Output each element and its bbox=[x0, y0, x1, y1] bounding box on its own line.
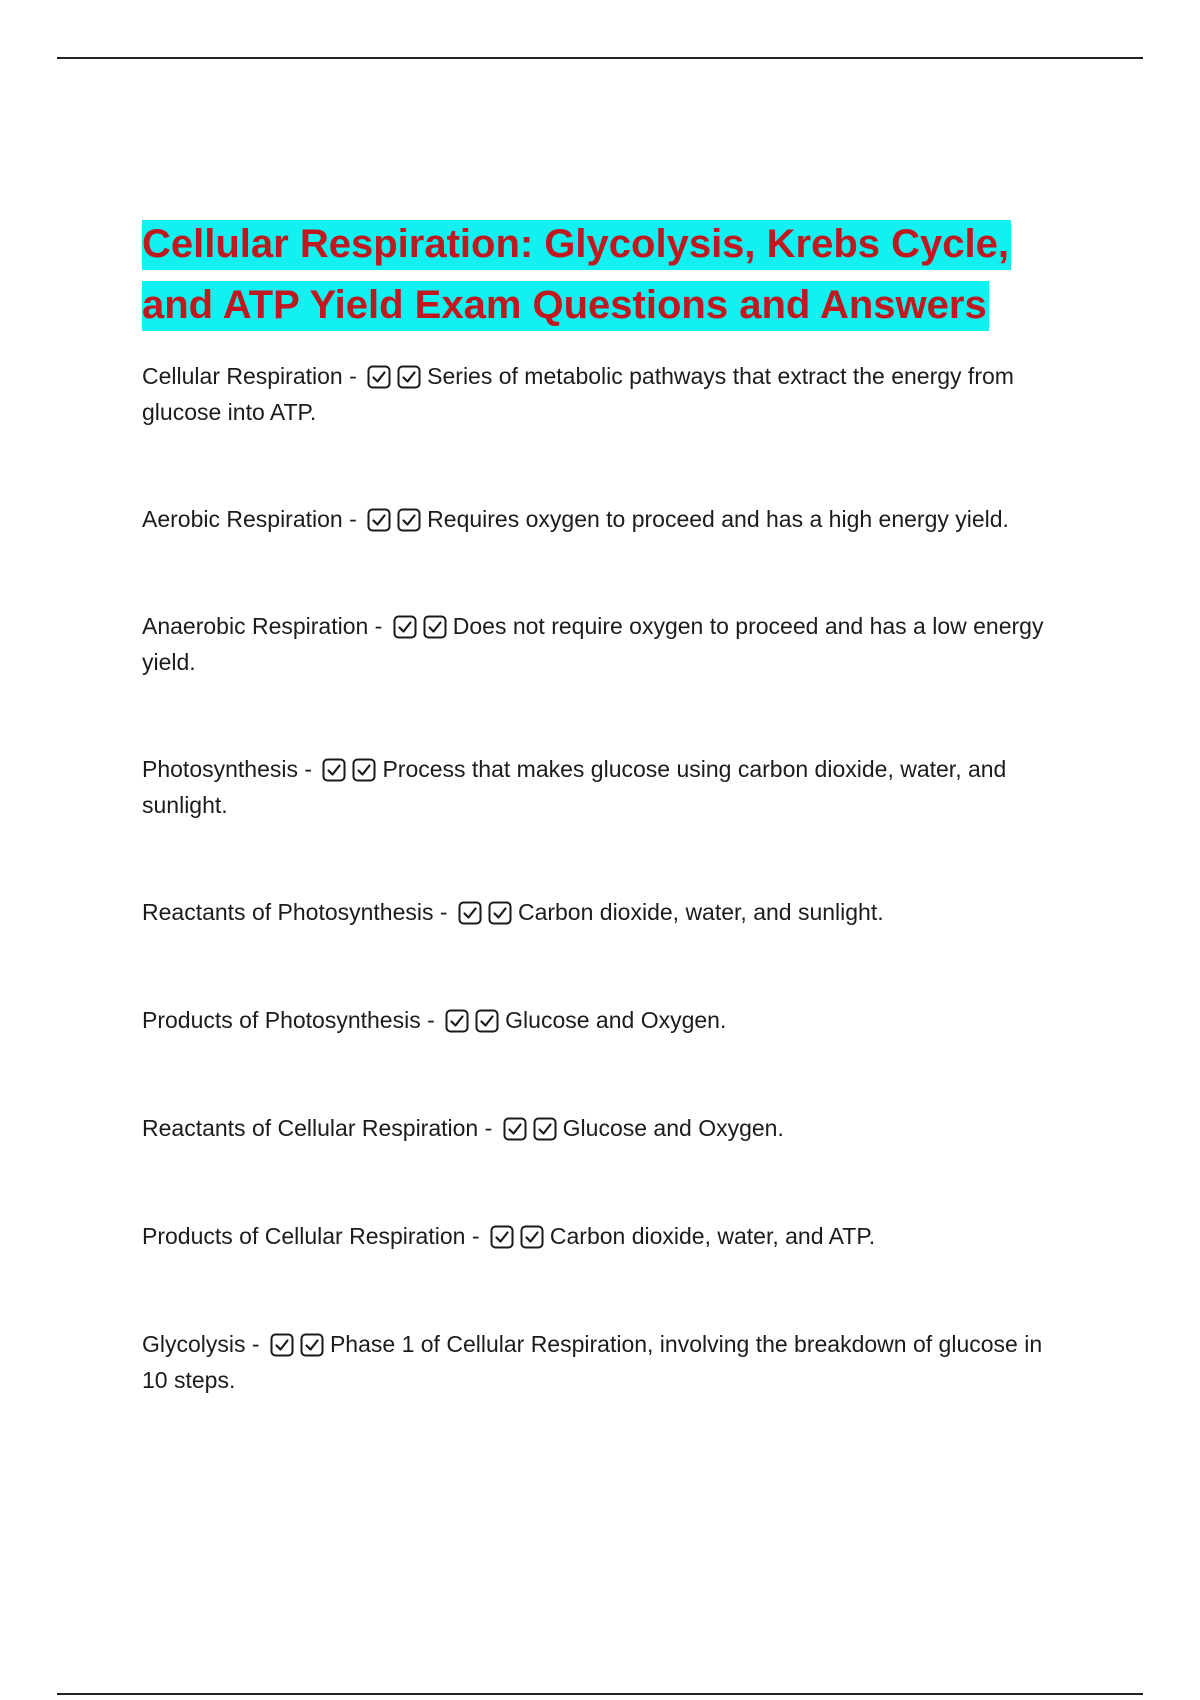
document-title bbox=[142, 214, 1062, 336]
qa-definition: Process that makes glucose using carbon dioxide, water, and sunlight. bbox=[142, 756, 1007, 818]
qa-entry bbox=[142, 608, 1062, 680]
qa-term: Photosynthesis bbox=[142, 756, 298, 782]
qa-separator: - bbox=[433, 899, 454, 925]
checkbox-checked-icon bbox=[503, 1117, 527, 1141]
qa-entry bbox=[142, 1218, 1062, 1254]
qa-definition: Phase 1 of Cellular Respiration, involving the breakdown of glucose in 10 steps. bbox=[142, 1331, 1043, 1393]
qa-separator: - bbox=[420, 1007, 442, 1033]
qa-term: Products of Cellular Respiration bbox=[142, 1223, 466, 1249]
qa-entry bbox=[142, 751, 1062, 823]
qa-definition: Glucose and Oxygen. bbox=[562, 1115, 784, 1141]
qa-term: Reactants of Photosynthesis bbox=[142, 899, 434, 925]
qa-term: Aerobic Respiration bbox=[142, 506, 343, 532]
qa-definition: Carbon dioxide, water, and sunlight. bbox=[517, 899, 884, 925]
checkbox-checked-icon bbox=[458, 901, 482, 925]
checkbox-checked-icon bbox=[367, 365, 391, 389]
checkbox-checked-icon bbox=[322, 758, 346, 782]
header-rule bbox=[57, 57, 1143, 59]
qa-entry bbox=[142, 501, 1062, 537]
checkbox-checked-icon bbox=[397, 508, 421, 532]
qa-separator: - bbox=[342, 506, 364, 532]
qa-separator: - bbox=[297, 756, 319, 782]
checkbox-checked-icon bbox=[488, 901, 512, 925]
qa-term: Reactants of Cellular Respiration bbox=[142, 1115, 479, 1141]
checkbox-checked-icon bbox=[520, 1225, 544, 1249]
qa-separator: - bbox=[465, 1223, 486, 1249]
document-body bbox=[142, 214, 1062, 1398]
qa-separator: - bbox=[342, 363, 364, 389]
qa-term: Glycolysis bbox=[142, 1331, 246, 1357]
qa-definition: Requires oxygen to proceed and has a high energy yield. bbox=[427, 506, 1009, 532]
checkbox-checked-icon bbox=[300, 1333, 324, 1357]
qa-entry bbox=[142, 1326, 1062, 1398]
checkbox-checked-icon bbox=[397, 365, 421, 389]
checkbox-checked-icon bbox=[475, 1009, 499, 1033]
qa-definition: Series of metabolic pathways that extract the energy from glucose into ATP. bbox=[142, 363, 1014, 425]
qa-term: Products of Photosynthesis bbox=[142, 1007, 421, 1033]
qa-term: Cellular Respiration bbox=[142, 363, 343, 389]
qa-definition: Glucose and Oxygen. bbox=[505, 1007, 727, 1033]
qa-separator: - bbox=[245, 1331, 266, 1357]
title-line-2: and ATP Yield Exam Questions and Answers bbox=[142, 281, 989, 331]
qa-definition: Does not require oxygen to proceed and has a low energy yield. bbox=[142, 613, 1044, 675]
checkbox-checked-icon bbox=[352, 758, 376, 782]
checkbox-checked-icon bbox=[490, 1225, 514, 1249]
qa-definition: Carbon dioxide, water, and ATP. bbox=[549, 1223, 876, 1249]
checkbox-checked-icon bbox=[445, 1009, 469, 1033]
checkbox-checked-icon bbox=[367, 508, 391, 532]
qa-separator: - bbox=[368, 613, 389, 639]
qa-entry bbox=[142, 1110, 1062, 1146]
checkbox-checked-icon bbox=[270, 1333, 294, 1357]
checkbox-checked-icon bbox=[423, 615, 447, 639]
qa-entry bbox=[142, 358, 1062, 430]
qa-separator: - bbox=[478, 1115, 499, 1141]
footer-rule bbox=[57, 1693, 1143, 1695]
qa-term: Anaerobic Respiration bbox=[142, 613, 369, 639]
qa-entry bbox=[142, 1002, 1062, 1038]
checkbox-checked-icon bbox=[393, 615, 417, 639]
checkbox-checked-icon bbox=[533, 1117, 557, 1141]
qa-entry bbox=[142, 894, 1062, 930]
title-line-1: Cellular Respiration: Glycolysis, Krebs Cycle, bbox=[142, 220, 1011, 270]
